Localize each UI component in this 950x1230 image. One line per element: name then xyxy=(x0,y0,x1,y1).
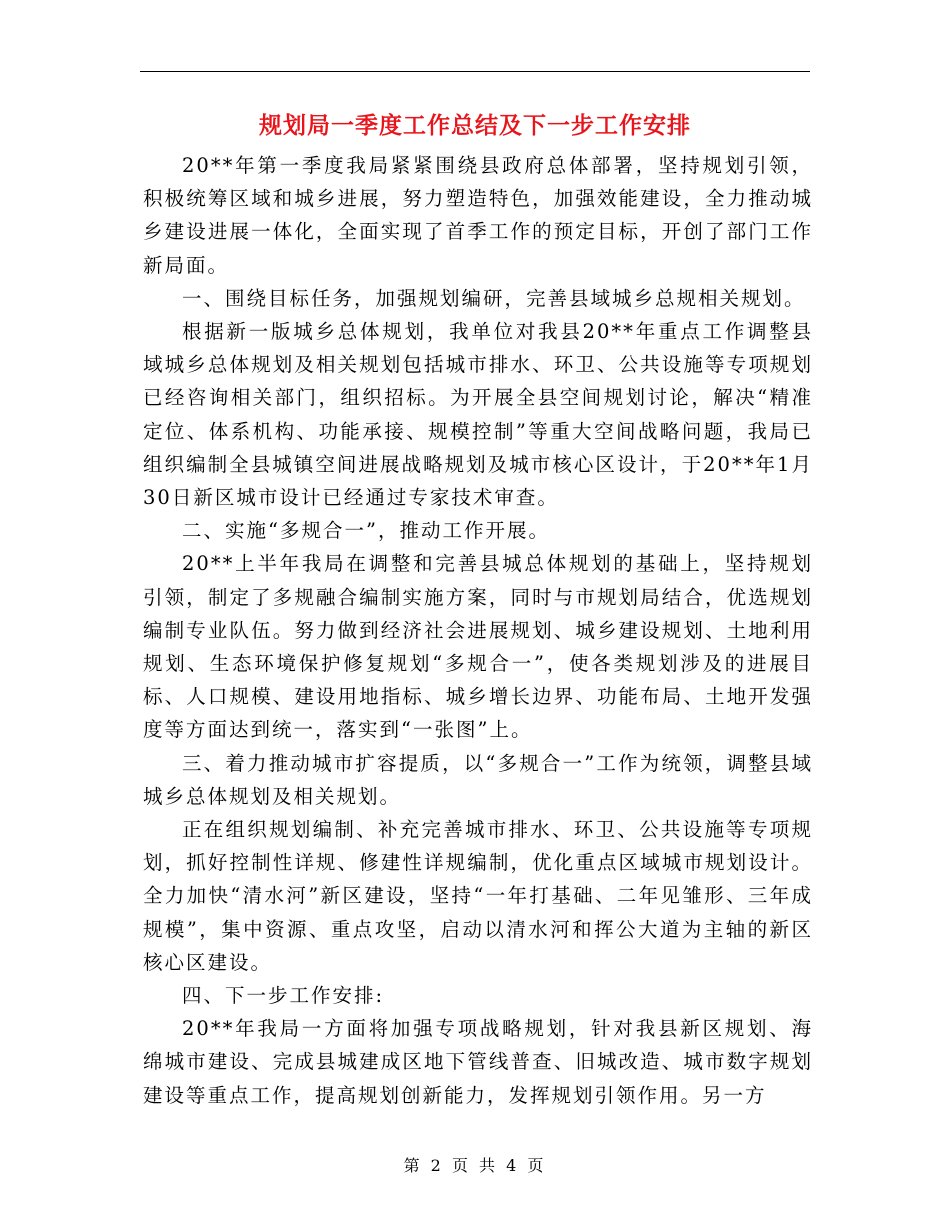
paragraph: 20**年我局一方面将加强专项战略规划，针对我县新区规划、海绵城市建设、完成县城建成区地下管线普查、旧城改造、城市数字规划建设等重点工作，提高规划创新能力，发挥规划引领作用。另一方 xyxy=(143,1017,813,1107)
document-body xyxy=(143,149,813,1112)
section-heading: 一、围绕目标任务，加强规划编研，完善县域城乡总规相关规划。 xyxy=(182,286,806,310)
section-heading: 四、下一步工作安排: xyxy=(182,984,385,1008)
header-rule xyxy=(140,71,810,72)
document-title: 规划局一季度工作总结及下一步工作安排 xyxy=(259,112,691,139)
page-footer: 第 2 页 共 4 页 xyxy=(403,1156,547,1175)
paragraph: 正在组织规划编制、补充完善城市排水、环卫、公共设施等专项规划，抓好控制性详规、修建性详规编制，优化重点区域城市规划设计。全力加快“清水河”新区建设，坚持“一年打基础、二年见雏形、三年成规模”，集中资源、重点攻坚，启动以清水河和挥公大道为主轴的新区核心区建设。 xyxy=(143,818,813,974)
section-heading: 二、实施“多规合一”，推动工作开展。 xyxy=(182,519,550,543)
paragraph: 根据新一版城乡总体规划，我单位对我县20**年重点工作调整县域城乡总体规划及相关规划包括城市排水、环卫、公共设施等专项规划已经咨询相关部门，组织招标。为开展全县空间规划讨论，解决“精准定位、体系机构、功能承接、规模控制”等重大空间战略问题，我局已组织编制全县城镇空间进展战略规划及城市核心区设计，于20**年1月30日新区城市设计已经通过专家技术审查。 xyxy=(143,320,813,510)
section-heading: 三、着力推动城市扩容提质，以“多规合一”工作为统领，调整县域城乡总体规划及相关规划。 xyxy=(143,751,813,808)
paragraph: 20**年第一季度我局紧紧围绕县政府总体部署，坚持规划引领，积极统筹区域和城乡进展，努力塑造特色，加强效能建设，全力推动城乡建设进展一体化，全面实现了首季工作的预定目标，开创了部门工作新局面。 xyxy=(143,154,813,277)
paragraph: 20**上半年我局在调整和完善县城总体规划的基础上，坚持规划引领，制定了多规融合编制实施方案，同时与市规划局结合，优选规划编制专业队伍。努力做到经济社会进展规划、城乡建设规划、土地利用规划、生态环境保护修复规划“多规合一”，使各类规划涉及的进展目标、人口规模、建设用地指标、城乡增长边界、功能布局、土地开发强度等方面达到统一，落实到“一张图”上。 xyxy=(143,552,813,742)
